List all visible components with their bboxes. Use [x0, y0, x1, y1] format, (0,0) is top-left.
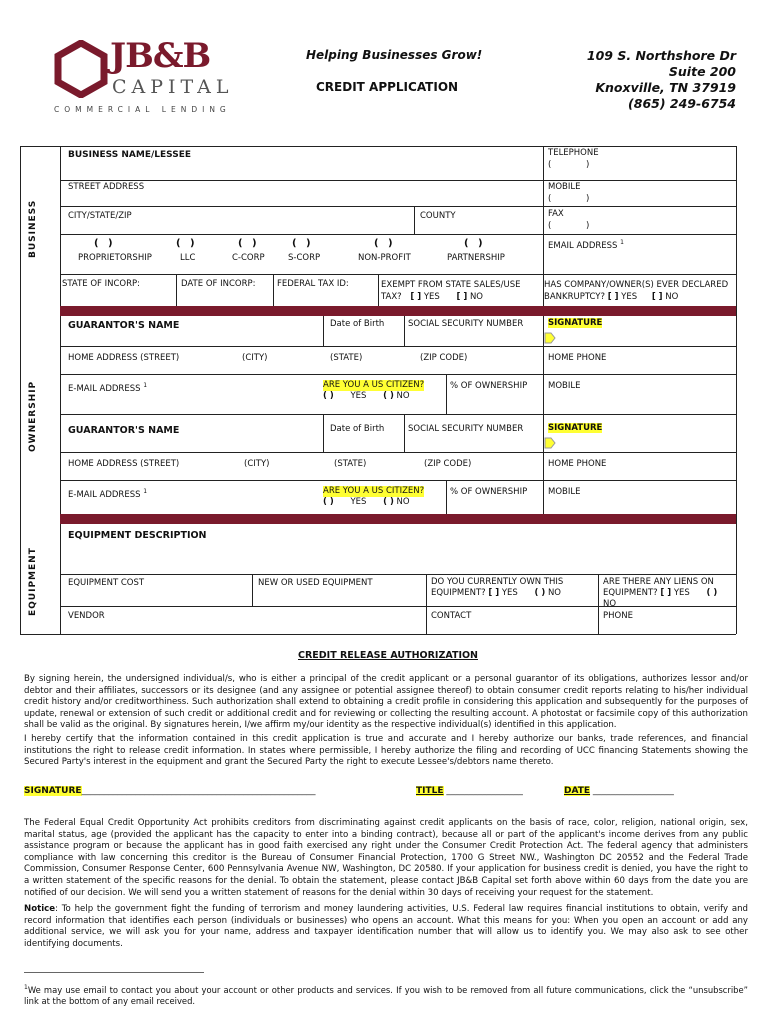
bankrupt-yes: YES [621, 292, 638, 302]
logo-sub: CAPITAL [112, 76, 234, 98]
own-label: EQUIPMENT? [431, 588, 486, 598]
release-paragraph-2: I hereby certify that the information contained in this credit application is true and accurate and I hereby authorize our banks, trade references, and financial institutions the right to release credit information. In states where permissible, I hereby authorize the filing and recording of UCC financing Statements showing the Secured Party's interest in the equipment and grant the Secured Party the right to execute Lessee's/debtors name thereto. [24, 734, 748, 768]
own-equipment-question [431, 577, 597, 599]
paren-open: ( [548, 194, 552, 204]
date-line[interactable] [564, 786, 674, 796]
footnote-mark: 1 [620, 239, 624, 246]
title-blank: _________________ [446, 786, 523, 796]
contact-label: CONTACT [431, 611, 472, 621]
paren-close: ) [586, 221, 590, 231]
liens-question [603, 577, 735, 610]
guarantor1-title: GUARANTOR'S NAME [68, 320, 180, 331]
checkbox-non-profit[interactable]: ( ) [374, 238, 396, 249]
citizen-question: ARE YOU A US CITIZEN? [323, 486, 425, 496]
sign-here-arrow-icon [544, 437, 556, 449]
citizen-yes: YES [350, 391, 367, 401]
paren-open: ( [548, 221, 552, 231]
notice-label: Notice [24, 904, 56, 914]
guarantor1-zip-label: (ZIP CODE) [420, 353, 468, 363]
own-line2 [431, 588, 597, 599]
section-label-equipment: EQUIPMENT [28, 547, 38, 616]
equipment-description-label: EQUIPMENT DESCRIPTION [68, 530, 207, 541]
type-llc: LLC [180, 253, 196, 263]
footnote-text: We may use email to contact you about your account or other products and services. If you wish to be removed from all future communications, click the “unsubscribe” link at the bottom of any email received. [24, 984, 748, 1007]
type-c-corp: C-CORP [232, 253, 265, 263]
guarantor1-ownership-label: % OF OWNERSHIP [450, 381, 528, 391]
signature-label: SIGNATURE [24, 786, 82, 796]
city-state-zip-label: CITY/STATE/ZIP [68, 211, 132, 221]
citizen-no-checkbox[interactable]: ( ) [383, 497, 394, 507]
date-incorp-label: DATE OF INCORP: [181, 279, 256, 289]
footnote-mark: 1 [24, 984, 28, 991]
type-proprietorship: PROPRIETORSHIP [78, 253, 152, 263]
footnote [24, 982, 748, 1008]
guarantor2-mobile-label: MOBILE [548, 487, 581, 497]
guarantor1-citizen [323, 380, 424, 402]
mobile-label: MOBILE [548, 182, 581, 192]
checkbox-partnership[interactable]: ( ) [464, 238, 486, 249]
paren-open: ( [548, 160, 552, 170]
liens-no: NO [603, 599, 617, 609]
exempt-line2 [381, 291, 545, 303]
section-label-ownership: OWNERSHIP [28, 380, 38, 452]
tax-id-label: FEDERAL TAX ID: [277, 279, 349, 289]
own-yes-checkbox[interactable]: [ ] [488, 588, 500, 598]
section-bar [60, 514, 736, 524]
tagline: Helping Businesses Grow! [306, 48, 483, 62]
bankruptcy-question [544, 279, 736, 303]
guarantor1-ssn-label: SOCIAL SECURITY NUMBER [408, 319, 524, 329]
guarantor2-home-label: HOME ADDRESS (STREET) [68, 459, 180, 469]
email-label-text: EMAIL ADDRESS [548, 240, 618, 251]
release-title: CREDIT RELEASE AUTHORIZATION [298, 650, 478, 661]
citizen-no: NO [396, 391, 410, 401]
signature-line[interactable] [24, 786, 316, 796]
type-non-profit: NON-PROFIT [358, 253, 411, 263]
exempt-no: NO [469, 292, 483, 302]
citizen-yes-checkbox[interactable]: ( ) [323, 391, 334, 401]
own-yes: YES [501, 588, 518, 598]
business-name-label: BUSINESS NAME/LESSEE [68, 150, 191, 160]
guarantor1-email-label [68, 382, 147, 394]
title-label: TITLE [416, 786, 444, 796]
footnote-mark: 1 [143, 488, 148, 495]
signature-blank: ____________________________________________________ [81, 786, 316, 796]
release-paragraph-1: By signing herein, the undersigned individual/s, who is either a principal of the credit applicant or a personal guarantor of its obligations, authorizes lessor and/or debtor and their affiliates, successors or its designee (and any assignee or potential assignee thereof) to obtain consumer credit reports relating to his/her individual credit history and/or creditworthiness. Such authorization shall extend to obtaining a credit profile in considering this application and subsequently for the purposes of update, renewal or extension of such credit or additional credit and for reviewing or collecting the resulting account. A photostat or facsimile copy of this authorization shall be valid as the original. By signatures herein, I/we affirm my/our identity as the respective individual(s) identified in this application. [24, 674, 748, 731]
notice-paragraph [24, 904, 748, 950]
email-label-text: E-MAIL ADDRESS [68, 489, 141, 500]
citizen-options [323, 497, 424, 508]
own-no: NO [547, 588, 561, 598]
guarantor1-city-label: (CITY) [242, 353, 268, 363]
citizen-yes: YES [350, 497, 367, 507]
address-line1: 109 S. Northshore Dr [586, 48, 736, 63]
phone-label: PHONE [603, 611, 633, 621]
paren-close: ) [586, 194, 590, 204]
exempt-yes-checkbox[interactable]: [ ] [410, 292, 422, 302]
checkbox-s-corp[interactable]: ( ) [292, 238, 314, 249]
citizen-no: NO [396, 497, 410, 507]
fax-label: FAX [548, 209, 564, 219]
guarantor2-signature-label: SIGNATURE [548, 423, 603, 433]
guarantor1-state-label: (STATE) [330, 353, 363, 363]
own-line1: DO YOU CURRENTLY OWN THIS [431, 577, 564, 587]
exempt-question [381, 279, 545, 303]
liens-line2 [603, 588, 735, 599]
company-address [570, 48, 736, 112]
checkbox-llc[interactable]: ( ) [176, 238, 198, 249]
type-s-corp: S-CORP [288, 253, 321, 263]
own-no-checkbox[interactable]: ( ) [534, 588, 546, 598]
guarantor2-title: GUARANTOR'S NAME [68, 425, 180, 436]
new-used-label: NEW OR USED EQUIPMENT [258, 578, 373, 588]
exempt-tax: TAX? [381, 292, 402, 302]
ecoa-paragraph: The Federal Equal Credit Opportunity Act prohibits creditors from discriminating against credit applicants on the basis of race, color, religion, national origin, sex, marital status, age (provided the applicant has the capacity to enter into a binding contract), because all or part of the applicant's income derives from any public assistance program or because the applicant has in good faith exercised any right under the Consumer Credit Protection Act. The federal agency that administers compliance with law concerning this creditor is the Bureau of Consumer Financial Protection, 1700 G Street NW., Washington DC 20552 and the Federal Trade Commission, Consumer Response Center, 600 Pennsylvania Avenue NW, Washington, DC 20580. If your application for business credit is denied, you have the right to a written statement of the specific reasons for the denial. To obtain the statement, please contact JB&B Capital set forth above within 60 days from the date you are notified of our decision. We will send you a written statement of reasons for the denial within 30 days of receiving your request for the statement. [24, 818, 748, 898]
notice-text: : To help the government fight the funding of terrorism and money laundering activities, U.S. Federal law requires financial institutions to obtain, verify and record information that identifies each person (individuals or businesses) who opens an account. What this means for you: When you open an account or add any additional service, we will ask you for your name, address and taxpayer identification number that will allow us to identify you. We may also ask to see other identifying documents. [24, 904, 748, 949]
street-address-label: STREET ADDRESS [68, 182, 145, 192]
liens-line1: ARE THERE ANY LIENS ON [603, 577, 714, 587]
guarantor2-ssn-label: SOCIAL SECURITY NUMBER [408, 424, 524, 434]
guarantor2-ownership-label: % OF OWNERSHIP [450, 487, 528, 497]
section-bar [60, 306, 736, 316]
logo-hexagon-icon [54, 40, 108, 98]
guarantor2-zip-label: (ZIP CODE) [424, 459, 472, 469]
guarantor2-home-phone-label: HOME PHONE [548, 459, 607, 469]
citizen-no-checkbox[interactable]: ( ) [383, 391, 394, 401]
guarantor2-state-label: (STATE) [334, 459, 367, 469]
logo-tagline: COMMERCIAL LENDING [54, 105, 231, 114]
vendor-label: VENDOR [68, 611, 105, 621]
citizen-options [323, 391, 424, 402]
sign-here-arrow-icon [544, 332, 556, 344]
guarantor1-signature-label: SIGNATURE [548, 318, 603, 328]
guarantor2-email-label [68, 488, 147, 500]
email-address-label [548, 239, 624, 251]
guarantor1-home-phone-label: HOME PHONE [548, 353, 607, 363]
liens-yes: YES [673, 588, 690, 598]
guarantor1-mobile-label: MOBILE [548, 381, 581, 391]
telephone-label: TELEPHONE [548, 148, 599, 158]
guarantor1-dob-label: Date of Birth [330, 319, 385, 329]
section-label-business: BUSINESS [28, 199, 38, 258]
company-phone: (865) 249-6754 [628, 96, 736, 111]
telephone-field[interactable] [548, 160, 608, 170]
guarantor2-city-label: (CITY) [244, 459, 270, 469]
exempt-line1: EXEMPT FROM STATE SALES/USE [381, 280, 521, 290]
address-line3: Knoxville, TN 37919 [595, 80, 736, 95]
type-partnership: PARTNERSHIP [447, 253, 505, 263]
equipment-cost-label: EQUIPMENT COST [68, 578, 145, 588]
logo-name: JB&B [110, 36, 211, 76]
citizen-yes-checkbox[interactable]: ( ) [323, 497, 334, 507]
liens-no-checkbox[interactable]: ( ) [706, 588, 718, 598]
date-label: DATE [564, 786, 591, 796]
bankrupt-line2 [544, 291, 736, 303]
guarantor2-dob-label: Date of Birth [330, 424, 385, 434]
liens-label: EQUIPMENT? [603, 588, 658, 598]
exempt-yes: YES [423, 292, 440, 302]
paren-close: ) [586, 160, 590, 170]
checkbox-c-corp[interactable]: ( ) [238, 238, 260, 249]
bankrupt-label: BANKRUPTCY? [544, 292, 606, 302]
guarantor2-citizen [323, 486, 424, 508]
title-line[interactable] [416, 786, 523, 796]
guarantor1-home-label: HOME ADDRESS (STREET) [68, 353, 180, 363]
citizen-question: ARE YOU A US CITIZEN? [323, 380, 425, 390]
footnote-mark: 1 [143, 382, 148, 389]
county-label: COUNTY [420, 211, 456, 221]
bankrupt-no: NO [665, 292, 679, 302]
bankrupt-no-checkbox[interactable]: [ ] [651, 292, 663, 302]
address-line2: Suite 200 [668, 64, 736, 79]
date-blank: __________________ [592, 786, 674, 796]
checkbox-proprietorship[interactable]: ( ) [94, 238, 116, 249]
fax-field[interactable] [548, 221, 608, 231]
liens-yes-checkbox[interactable]: [ ] [660, 588, 672, 598]
email-label-text: E-MAIL ADDRESS [68, 383, 141, 394]
mobile-field[interactable] [548, 194, 608, 204]
state-incorp-label: STATE OF INCORP: [62, 279, 141, 289]
bankrupt-yes-checkbox[interactable]: [ ] [607, 292, 619, 302]
exempt-no-checkbox[interactable]: [ ] [456, 292, 468, 302]
bankrupt-line1: HAS COMPANY/OWNER(S) EVER DECLARED [544, 280, 729, 290]
form-title: CREDIT APPLICATION [316, 80, 459, 94]
